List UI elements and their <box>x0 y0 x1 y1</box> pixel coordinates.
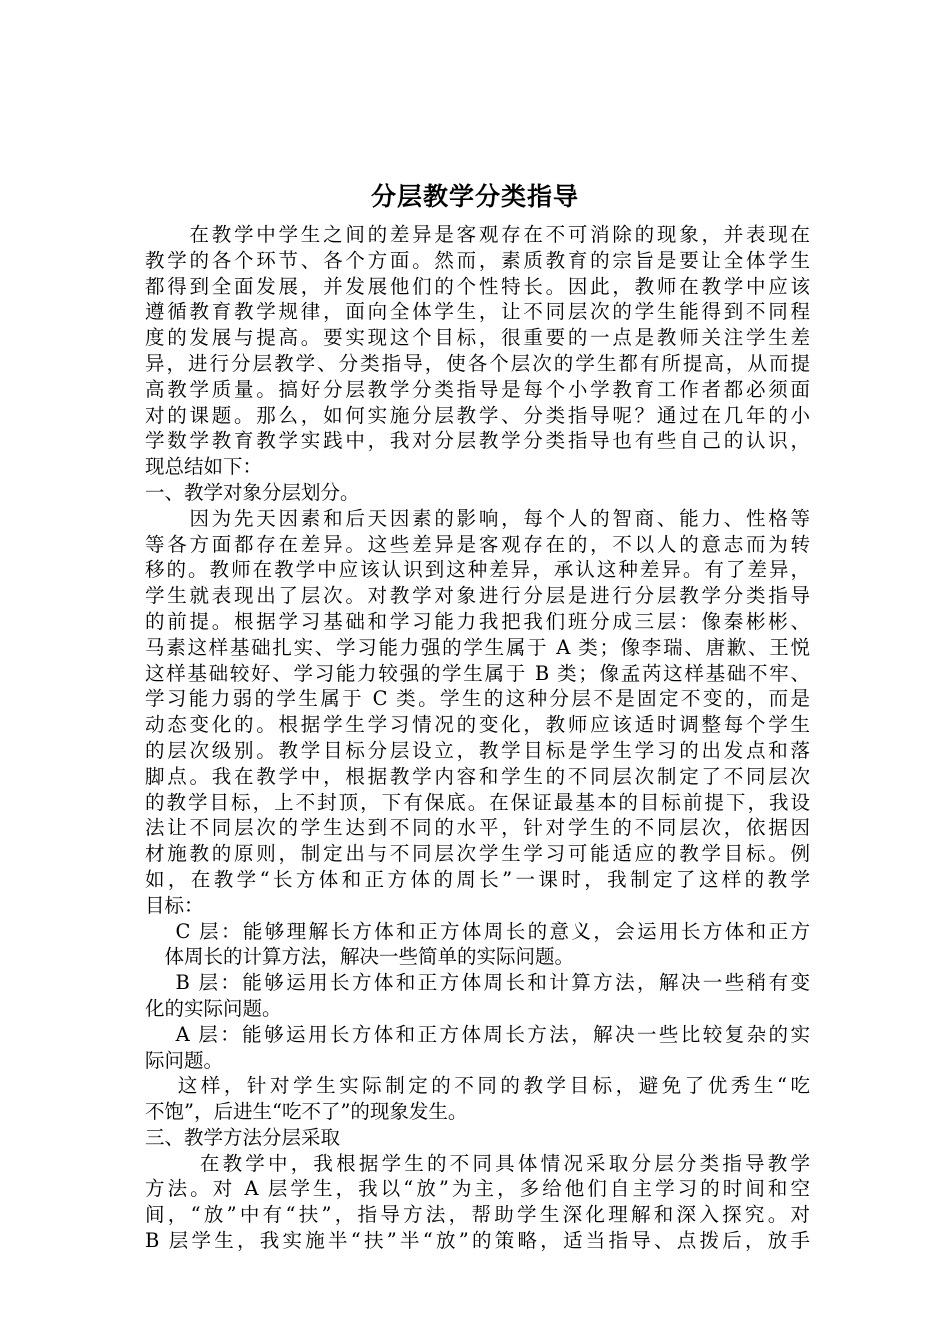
text-line: 这样，针对学生实际制定的不同的教学目标，避免了优秀生“吃 <box>145 1074 810 1098</box>
text-line: 现总结如下： <box>145 455 263 479</box>
text-line: 都得到全面发展，并发展他们的个性特长。因此，教师在教学中应该 <box>145 274 810 298</box>
document-title: 分层教学分类指导 <box>370 182 579 211</box>
text-line: 方法。对 A 层学生，我以“放”为主，多给他们自主学习的时间和空 <box>145 1177 810 1201</box>
text-line: 的前提。根据学习基础和学习能力我把我们班分成三层：像秦彬彬、 <box>145 609 810 633</box>
text-line: 不饱”，后进生“吃不了”的现象发生。 <box>145 1100 468 1124</box>
text-line: 移的。教师在教学中应该认识到这种差异，承认这种差异。有了差异， <box>145 558 810 582</box>
text-line: 动态变化的。根据学生学习情况的变化，教师应该适时调整每个学生 <box>145 713 810 737</box>
text-line: 化的实际问题。 <box>145 996 282 1020</box>
text-line: 遵循教育教学规律，面向全体学生，让不同层次的学生能得到不同程 <box>145 300 810 324</box>
text-line: 异，进行分层教学、分类指导，使各个层次的学生都有所提高，从而提 <box>145 351 810 375</box>
text-line: 如，在教学“长方体和正方体的周长”一课时，我制定了这样的教学 <box>145 867 810 891</box>
text-line: 的教学目标，上不封顶，下有保底。在保证最基本的目标前提下，我设 <box>145 790 810 814</box>
text-line: 三、教学方法分层采取 <box>145 1125 341 1149</box>
text-line: 等各方面都存在差异。这些差异是客观存在的，不以人的意志而为转 <box>145 532 810 556</box>
text-line: 在教学中学生之间的差异是客观存在不可消除的现象，并表现在 <box>145 223 810 246</box>
text-line: A 层：能够运用长方体和正方体周长方法，解决一些比较复杂的实 <box>145 1022 810 1046</box>
text-line: 目标： <box>145 893 204 917</box>
text-line: 学生就表现出了层次。对教学对象进行分层是进行分层教学分类指导 <box>145 584 810 608</box>
text-line: 一、教学对象分层划分。 <box>145 480 360 504</box>
text-line: 这样基础较好、学习能力较强的学生属于 B 类；像孟芮这样基础不牢、 <box>145 661 810 685</box>
text-line: B 层：能够运用长方体和正方体周长和计算方法，解决一些稍有变 <box>145 971 810 995</box>
text-line: 学习能力弱的学生属于 C 类。学生的这种分层不是固定不变的，而是 <box>145 687 810 711</box>
text-line: C 层：能够理解长方体和正方体周长的意义，会运用长方体和正方 <box>145 919 810 943</box>
text-line: 的层次级别。教学目标分层设立，教学目标是学生学习的出发点和落 <box>145 738 810 762</box>
text-line: 因为先天因素和后天因素的影响，每个人的智商、能力、性格等 <box>145 506 810 530</box>
text-line: B 层学生，我实施半“扶”半“放”的策略，适当指导、点拨后，放手 <box>145 1229 810 1253</box>
text-line: 在教学中，我根据学生的不同具体情况采取分层分类指导教学 <box>145 1151 810 1175</box>
text-line: 度的发展与提高。要实现这个目标，很重要的一点是教师关注学生差 <box>145 326 810 350</box>
text-line: 教学的各个环节、各个方面。然而，素质教育的宗旨是要让全体学生 <box>145 248 810 272</box>
text-line: 马素这样基础扎实、学习能力强的学生属于 A 类；像李瑞、唐歉、王悦 <box>145 635 810 659</box>
text-line: 材施教的原则，制定出与不同层次学生学习可能适应的教学目标。例 <box>145 842 810 866</box>
text-line: 高教学质量。搞好分层教学分类指导是每个小学教育工作者都必须面 <box>145 377 810 401</box>
text-line: 脚点。我在教学中，根据教学内容和学生的不同层次制定了不同层次 <box>145 764 810 788</box>
text-line: 学数学教育教学实践中，我对分层教学分类指导也有些自己的认识， <box>145 429 810 453</box>
text-line: 体周长的计算方法，解决一些简单的实际问题。 <box>145 945 575 969</box>
text-line: 间，“放”中有“扶”，指导方法，帮助学生深化理解和深入探究。对 <box>145 1203 810 1227</box>
text-line: 法让不同层次的学生达到不同的水平，针对学生的不同层次，依据因 <box>145 816 810 840</box>
document-body <box>145 222 810 1254</box>
text-line: 对的课题。那么，如何实施分层教学、分类指导呢？通过在几年的小 <box>145 403 810 427</box>
text-line: 际问题。 <box>145 1048 224 1072</box>
